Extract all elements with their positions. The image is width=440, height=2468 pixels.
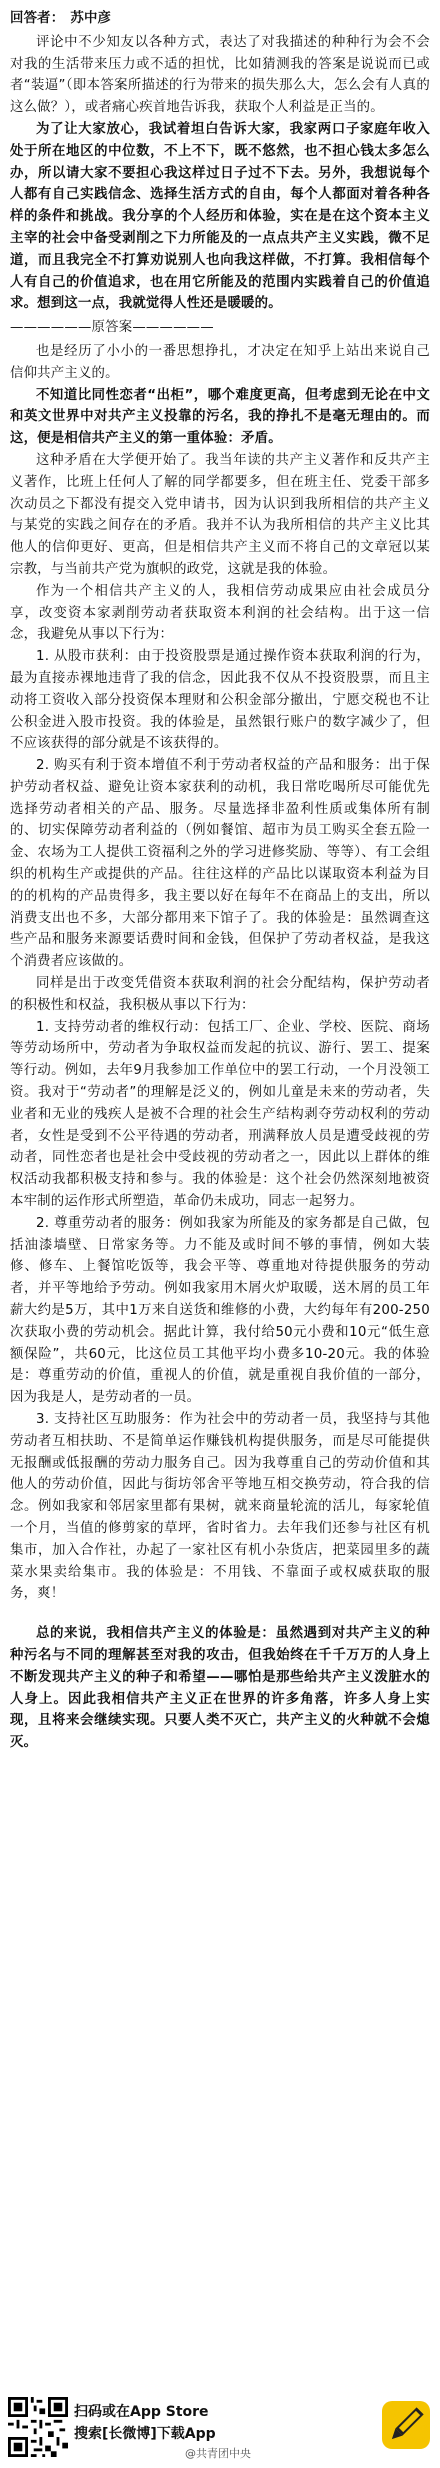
list-item: 2. 尊重劳动者的服务：例如我家为所能及的家务都是自己做，包括油漆墙壁、日常家务等。力不能及或时间不够的事情，例如大装修、修车、上餐馆吃饭等，我会平等、尊重地对待提供服务的劳动者，并平等地给予劳动。例如我家用木屑火炉取暖，送木屑的员工年薪大约是5万，其中1万来自送货和维修的小费，大约每年有200-250次获取小费的劳动机会。据此计算，我付给50元小费和10元“低生意额保险”，共60元，比这位员工其他平均小费多10-20元。我的体验是：尊重劳动的价值，重视人的价值，就是重视自我价值的一部分，因为我是人，是劳动者的一员。 bbox=[10, 1215, 430, 1406]
pencil-glyph bbox=[382, 2401, 430, 2449]
list-item: 2. 购买有利于资本增值不利于劳动者权益的产品和服务：出于保护劳动者权益、避免让资本家获利的动机，我日常吃喝所尽可能优先选择劳动者相关的产品、服务。尽量选择非盈利性质或集体所有制的、切实保障劳动者利益的（例如餐馆、超市为员工购买全套五险一金、农场为工人提供工资福利之外的学习进修奖励、等等）、有工会组织的机构生产或提供的产品。往往这样的产品比以谋取资本利益为目的的机构的产品贵得多，我主要以好在每年不在商品上的支出，所以消费支出也不多，大部分都用来下馆子了。我的体验是：虽然调查这些产品和服务来源要话费时间和金钱，但保护了劳动者权益，是我这个消费者应该做的。 bbox=[10, 758, 430, 970]
app-promo-footer bbox=[0, 2395, 440, 2468]
qr-code-icon[interactable] bbox=[8, 2397, 68, 2457]
paragraph: 作为一个相信共产主义的人，我相信劳动成果应由社会成员分享，改变资本家剥削劳动者获取资本利润的社会结构。出于这一信念，我避免从事以下行为： bbox=[10, 583, 430, 643]
pencil-app-icon[interactable] bbox=[382, 2401, 430, 2449]
conclusion-paragraph: 总的来说，我相信共产主义的体验是：虽然遇到对共产主义的种种污名与不同的理解甚至对我的攻击，但我始终在千千万万的人身上不断发现共产主义的种子和希望——哪怕是那些给共产主义泼脏水的人身上。因此我相信共产主义正在世界的许多角落，许多人身上实现，且将来会继续实现。只要人类不灭亡，共产主义的火种就不会熄灭。 bbox=[10, 1626, 430, 1751]
list-item: 3. 支持社区互助服务：作为社会中的劳动者一员，我坚持与其他劳动者互相扶助、不是简单运作赚钱机构提供服务，而是尽可能提供无报酬或低报酬的劳动力服务自己。因为我尊重自己的劳动价值和其他人的劳动价值，因此与街坊邻舍平等地互相交换劳动，符合我的信念。例如我家和邻居家里都有果树，就来商量轮流的活儿，每家轮值一个月，当值的修剪家的草坪，省时省力。去年我们还参与社区有机集市，加入合作社，办起了一家社区有机小杂货店，把菜园里多的蔬菜水果卖给集市。我的体验是：不用钱、不靠面子或权威获取的服务，爽！ bbox=[10, 1412, 430, 1602]
paragraph: 评论中不少知友以各种方式，表达了对我描述的种种行为会不会对我的生活带来压力或不适的担忧，比如猜测我的答案是说说而已或者“装逼”（即本答案所描述的行为带来的损失那么大，怎么会有人真的这么做？），或者痛心疾首地告诉我，获取个人利益是正当的。 bbox=[10, 34, 430, 116]
spacer bbox=[10, 1605, 430, 1623]
source-watermark: @共青团中央 bbox=[185, 2447, 251, 2460]
download-line-1: 扫码或在App Store bbox=[74, 2404, 209, 2420]
answerer-label: 回答者： bbox=[10, 11, 65, 26]
list-item: 1. 从股市获利：由于投资股票是通过操作资本获取利润的行为，最为直接赤裸地违背了我的信念，因此我不仅从不投资股票，而且主动将工资收入部分投资保本理财和公积金部分撤出，宁愿交税也不让公积金进入股市投资。我的体验是，虽然银行账户的数字减少了，但不应该获得的部分就是不该获得的。 bbox=[10, 649, 430, 752]
answerer-line bbox=[10, 8, 430, 30]
paragraph: 为了让大家放心，我试着坦白告诉大家，我家两口子家庭年收入处于所在地区的中位数，不上不下，既不悠然，也不担心钱太多怎么办，所以请大家不要担心我这样过日子过不下去。另外，我想说每个人都有自己实践信念、选择生活方式的自由，每个人都面对着各种各样的条件和挑战。我分享的个人经历和体验，实在是在这个资本主义主宰的社会中备受剥削之下力所能及的一点点共产主义实践，微不足道，而且我完全不打算劝说别人也向我这样做，不打算。我相信每个人有自己的价值追求，也在用它所能及的范围内实践着自己的价值追求。想到这一点，我就觉得人性还是暖暖的。 bbox=[10, 121, 430, 312]
original-answer-divider: ——————原答案—————— bbox=[10, 320, 214, 336]
paragraph: 同样是出于改变凭借资本获取利润的社会分配结构，保护劳动者的积极性和权益，我积极从事以下行为： bbox=[10, 976, 430, 1013]
paragraph: 这种矛盾在大学便开始了。我当年读的共产主义著作和反共产主义著作，比班上任何人了解的同学都要多，但在班主任、党委干部多次动员之下都没有提交入党申请书，因为认识到我所相信的共产主义与某党的实践之间存在的矛盾。我并不认为我所相信的共产主义比其他人的信仰更好、更高，但是相信共产主义而不将自己的文章冠以某宗教，与当前共产党为旗帜的政党，这就是我的体验。 bbox=[10, 452, 430, 577]
download-instructions bbox=[74, 2401, 216, 2445]
list-item: 1. 支持劳动者的维权行动：包括工厂、企业、学校、医院、商场等劳动场所中，劳动者为争取权益而发起的抗议、游行、罢工、提案等行动。例如，去年9月我参加工作单位中的罢工行动，一个月没领工资。我对于“劳动者”的理解是泛义的，例如儿童是未来的劳动者，失业者和无业的残疾人是被不合理的社会生产结构剥夺劳动权利的劳动者，女性是受到不公平待遇的劳动者，刑满释放人员是遭受歧视的劳动者，同性恋者也是社会中受歧视的劳动者之一，因此以上群体的维权活动我都积极支持和参与。我的体验是：这个社会仍然深刻地被资本牢制的运作形式所塑造，革命仍未成功，同志一起努力。 bbox=[10, 1019, 430, 1210]
paragraph: 也是经历了小小的一番思想挣扎，才决定在知乎上站出来说自己信仰共产主义的。 bbox=[10, 343, 430, 381]
answerer-name: 苏中彦 bbox=[70, 11, 112, 26]
download-line-2: 搜索[长微博]下载App bbox=[74, 2426, 216, 2442]
paragraph: 不知道比同性恋者“出柜”，哪个难度更高，但考虑到无论在中文和英文世界中对共产主义投靠的污名，我的挣扎不是毫无理由的。而这，便是相信共产主义的第一重体验：矛盾。 bbox=[10, 387, 430, 447]
